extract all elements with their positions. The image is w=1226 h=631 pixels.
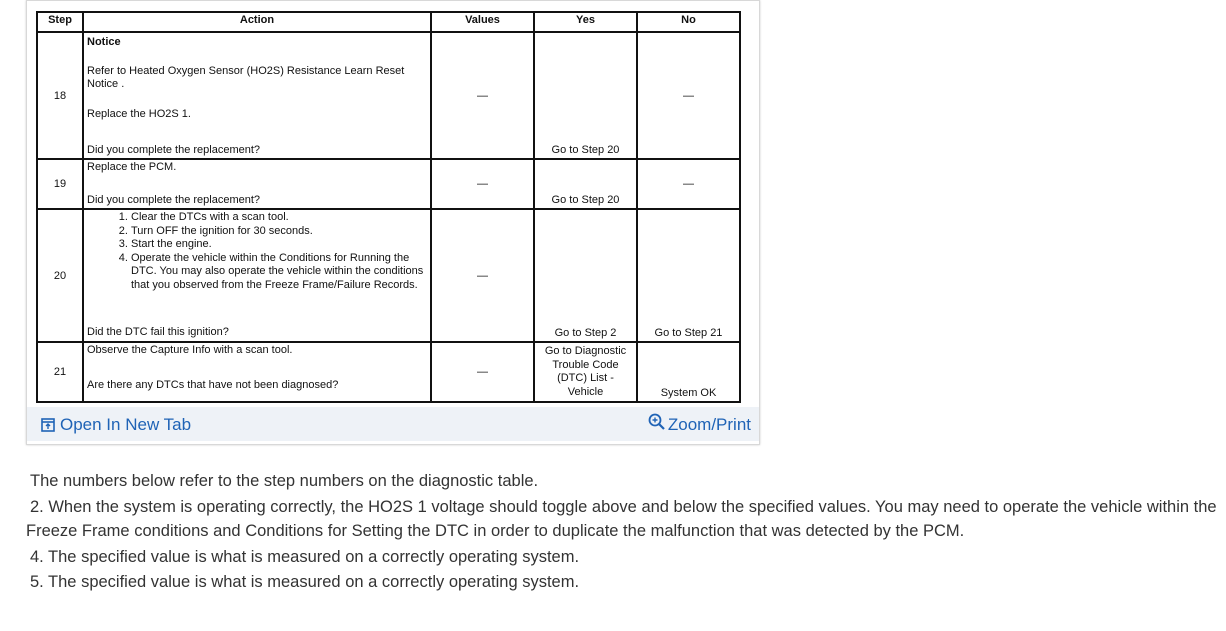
action-steps-list: [87, 211, 427, 292]
table-row: [37, 342, 740, 402]
action-cell: [83, 209, 431, 342]
zoom-in-icon: [648, 413, 666, 431]
notes-intro: The numbers below refer to the step numbers on the diagnostic table.: [30, 472, 539, 490]
action-cell: [83, 159, 431, 209]
step-cell: 21: [37, 342, 83, 402]
table-footer: [27, 407, 759, 441]
note-item: 4. The specified value is what is measured on a correctly operating system.: [30, 547, 580, 566]
zoom-print-label: Zoom/Print: [667, 415, 751, 434]
action-cell: [83, 32, 431, 159]
list-item: 2. Turn OFF the ignition for 30 seconds.: [131, 225, 427, 239]
yes-cell[interactable]: Go to Step 20: [534, 159, 637, 209]
question-text: Are there any DTCs that have not been diagnosed?: [87, 379, 339, 391]
no-cell[interactable]: Go to Step 21: [637, 209, 740, 342]
list-item: 1. Clear the DTCs with a scan tool.: [131, 211, 427, 225]
header-action: Action: [83, 12, 431, 32]
table-row: [37, 209, 740, 342]
notice-text: Refer to Heated Oxygen Sensor (HO2S) Resistance Learn Reset Notice .: [87, 65, 405, 90]
notes-section: [26, 469, 1221, 596]
note-item: 2. When the system is operating correctly, the HO2S 1 voltage should toggle above and below the specified values. You may need to operate the vehicle within the Freeze Frame conditions and Conditions for Setting the DTC in order to duplicate the malfunction that was detected by the PCM.: [26, 497, 1217, 540]
action-text: Replace the HO2S 1.: [87, 108, 191, 120]
list-item: 3. Start the engine.: [131, 238, 427, 252]
zoom-print-link[interactable]: [648, 415, 751, 435]
step-cell: 20: [37, 209, 83, 342]
question-text: Did the DTC fail this ignition?: [87, 325, 229, 338]
action-cell: [83, 342, 431, 402]
header-yes: Yes: [534, 12, 637, 32]
header-no: No: [637, 12, 740, 32]
table-row: [37, 32, 740, 159]
notice-label: Notice: [87, 36, 121, 48]
table-row: [37, 159, 740, 209]
header-step: Step: [37, 12, 83, 32]
values-cell: —: [431, 209, 534, 342]
list-item: 4. Operate the vehicle within the Conditions for Running the DTC. You may also operate the vehicle within the conditions that you observed from the Freeze Frame/Failure Records.: [131, 252, 427, 293]
header-values: Values: [431, 12, 534, 32]
step-cell: 18: [37, 32, 83, 159]
values-cell: —: [431, 342, 534, 402]
table-header: [37, 12, 740, 32]
open-in-new-tab-label: Open In New Tab: [60, 415, 192, 434]
values-cell: —: [431, 32, 534, 159]
step-cell: 19: [37, 159, 83, 209]
yes-cell[interactable]: Go to Step 20: [534, 32, 637, 159]
note-item: 5. The specified value is what is measured on a correctly operating system.: [30, 573, 580, 591]
diagnostic-table: [36, 11, 741, 403]
open-in-new-tab-link[interactable]: [41, 415, 191, 435]
no-cell: —: [637, 159, 740, 209]
yes-cell[interactable]: Go to Diagnostic Trouble Code (DTC) List - Vehicle: [534, 342, 637, 402]
question-text: Did you complete the replacement?: [87, 144, 261, 156]
yes-cell[interactable]: Go to Step 2: [534, 209, 637, 342]
values-cell: —: [431, 159, 534, 209]
action-text: Replace the PCM.: [87, 161, 177, 173]
diagnostic-table-container: [26, 0, 760, 445]
action-text: Observe the Capture Info with a scan tool.: [87, 344, 293, 356]
open-new-tab-icon: [41, 418, 55, 432]
question-text: Did you complete the replacement?: [87, 194, 261, 206]
no-cell: System OK: [637, 342, 740, 402]
no-cell: —: [637, 32, 740, 159]
